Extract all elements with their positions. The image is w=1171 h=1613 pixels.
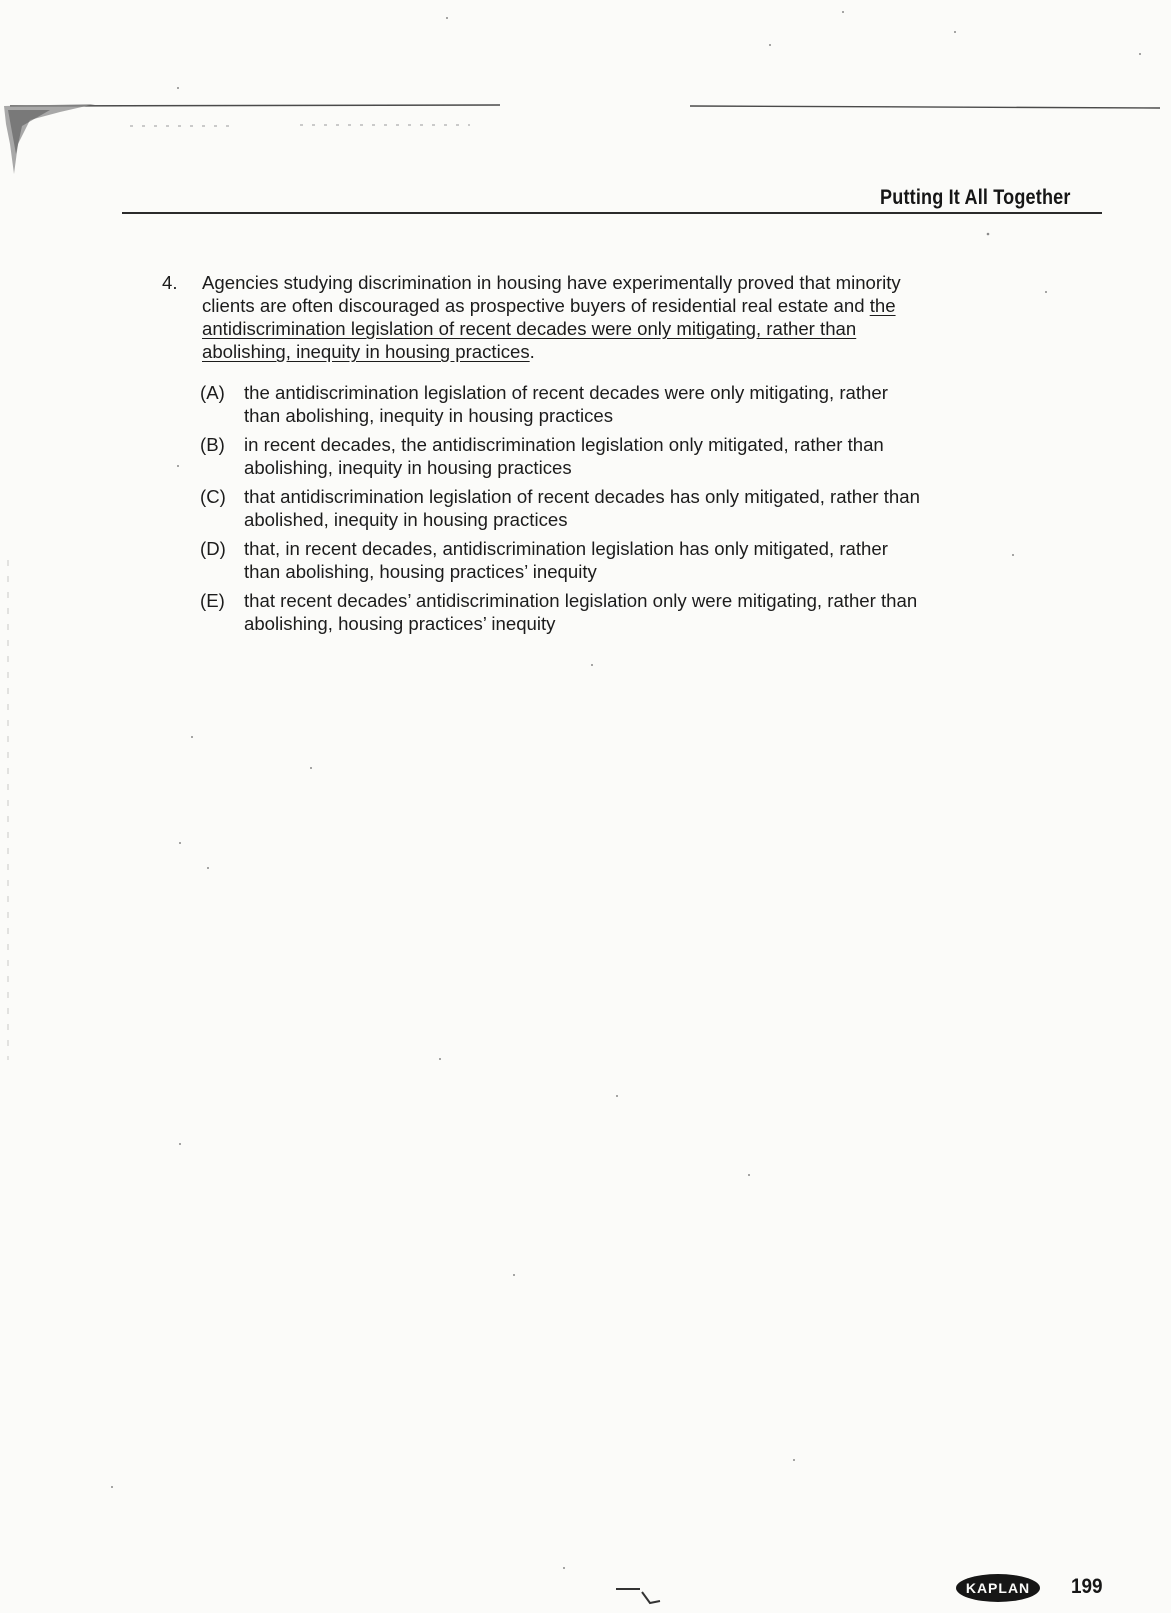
- question-number: 4.: [162, 272, 178, 293]
- choice-b: [200, 433, 920, 479]
- choice-text: that, in recent decades, antidiscrimination legislation has only mitigated, rather than abolishing, housing practices’ inequity: [244, 538, 888, 582]
- choice-e: [200, 589, 920, 635]
- choice-letter: (D): [200, 538, 226, 559]
- stem-text-before: Agencies studying discrimination in housing have experimentally proved that minority clients are often discouraged as prospective buyers of residential real estate and: [202, 272, 901, 316]
- question-block: [162, 271, 922, 363]
- choice-letter: (A): [200, 382, 225, 403]
- page-number: 199: [1071, 1575, 1103, 1598]
- choice-text: in recent decades, the antidiscrimination legislation only mitigated, rather than abolishing, inequity in housing practices: [244, 434, 884, 478]
- stem-text-after: .: [529, 341, 535, 362]
- scan-top-edge-line: [0, 104, 1160, 144]
- stem-underlined-text: the antidiscrimination legislation of recent decades were only mitigating, rather than abolishing, inequity in housing practices: [202, 295, 896, 362]
- choice-letter: (B): [200, 434, 225, 455]
- running-header-title: Putting It All Together: [880, 186, 1071, 209]
- choice-text: that antidiscrimination legislation of recent decades has only mitigated, rather than abolished, inequity in housing practices: [244, 486, 920, 530]
- kaplan-logo: [955, 1573, 1041, 1603]
- answer-choices: [200, 381, 920, 641]
- choice-letter: (C): [200, 486, 226, 507]
- choice-a: [200, 381, 920, 427]
- choice-text: the antidiscrimination legislation of recent decades were only mitigating, rather than abolishing, inequity in housing practices: [244, 382, 888, 426]
- scan-corner-smudge: [0, 104, 110, 204]
- kaplan-logo-text: KAPLAN: [965, 1580, 1031, 1596]
- question-stem: [202, 271, 922, 363]
- choice-text: that recent decades’ antidiscrimination legislation only were mitigating, rather than abolishing, housing practices’ inequity: [244, 590, 918, 634]
- choice-d: [200, 537, 920, 583]
- choice-letter: (E): [200, 590, 225, 611]
- choice-c: [200, 485, 920, 531]
- header-rule: [122, 212, 1102, 214]
